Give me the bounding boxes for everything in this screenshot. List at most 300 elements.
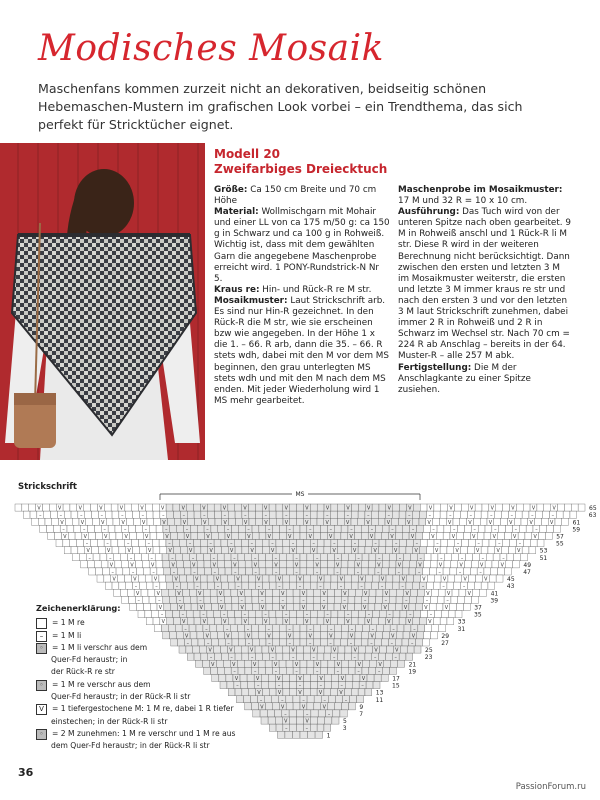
chart-symbol: – [440,556,443,562]
chart-cell [334,596,341,603]
legend-item-knit-twisted: ◦ = 1 M re verschr aus dem [36,679,236,691]
chart-symbol: – [209,655,213,661]
chart-cell [156,525,163,532]
chart-symbol: V [257,691,261,697]
chart-cell [482,540,489,547]
purl-symbol-icon: – [36,631,47,642]
chart-symbol: V [401,577,405,583]
chart-cell [46,525,53,532]
chart-cell [317,518,324,525]
chart-symbol: V [325,620,329,626]
chart-cell [393,504,400,511]
chart-cell [321,554,328,561]
chart-cell [437,525,444,532]
chart-cell [289,710,296,717]
chart-symbol: – [415,542,419,548]
chart-cell [399,518,406,525]
chart-cell [311,717,318,724]
chart-cell [286,554,293,561]
chart-cell [94,561,101,568]
chart-cell [74,525,81,532]
chart-cell [183,561,190,568]
chart-cell [160,547,167,554]
chart-cell [327,561,334,568]
chart-cell [105,511,112,518]
chart-cell [187,582,194,589]
chart-cell [122,561,129,568]
chart-cell [198,568,205,575]
row-number: 19 [408,668,417,676]
chart-symbol: – [309,627,312,633]
chart-cell [300,525,307,532]
chart-symbol: – [481,556,484,562]
chart-cell [245,554,252,561]
chart-cell [521,518,528,525]
chart-symbol: V [240,606,244,611]
chart-cell [256,618,263,625]
chart-cell [310,518,317,525]
chart-cell [488,582,495,589]
chart-cell [243,696,250,703]
chart-cell [332,717,339,724]
chart-symbol: V [451,535,456,540]
chart-cell [153,511,160,518]
chart-cell [286,660,293,667]
chart-cell [197,554,204,561]
mosaic-pattern-paragraph: Mosaikmuster: Laut Strickschrift arb. Es sind nur Hin-R gezeichnet. In den Rück-R die M str, wie sie erscheinen bzw wie angegeben. In der Höhe 1 x die 1. – 66. R arb, dann die 35. – 66. R stets wdh, dabei mit den M vor dem MS beginnen, den grau unterlegten MS stets wdh und mit den M nach dem MS enden. Mit jeder Wiederholung wird 1 MS mehr gearbeitet. [214,295,389,406]
chart-cell [89,532,96,539]
chart-cell [400,646,407,653]
chart-cell [414,611,421,618]
chart-cell [235,689,242,696]
chart-symbol: V [332,648,337,654]
chart-cell [485,561,492,568]
chart-symbol: V [188,549,193,555]
chart-symbol: V [57,506,62,512]
chart-cell [63,540,70,547]
chart-cell [290,689,297,696]
chart-cell [423,561,430,568]
chart-cell [351,518,358,525]
chart-cell [211,532,218,539]
chart-symbol: – [298,684,302,690]
chart-cell [372,611,379,618]
chart-cell [51,511,58,518]
chart-cell [49,504,56,511]
chart-cell [340,710,347,717]
chart-symbol: V [397,563,402,569]
chart-cell [193,540,200,547]
chart-symbol: – [257,584,261,590]
chart-symbol: – [316,669,319,675]
chart-cell [29,504,36,511]
chart-cell [439,518,446,525]
chart-cell [555,518,562,525]
chart-symbol: V [467,591,471,597]
chart-cell [15,504,22,511]
chart-cell [221,540,228,547]
chart-cell [362,525,369,532]
chart-symbol: – [160,613,164,619]
chart-cell [53,525,60,532]
chart-cell [334,639,341,646]
chart-cell [297,618,304,625]
chart-cell [480,589,487,596]
chart-symbol: – [361,684,364,690]
chart-cell [516,504,523,511]
chart-cell [177,525,184,532]
chart-symbol: – [336,669,340,675]
chart-cell [190,525,197,532]
chart-symbol: V [267,634,271,640]
chart-symbol: V [63,535,67,540]
chart-cell [352,504,359,511]
chart-cell [331,518,338,525]
chart-symbol: V [418,563,422,569]
chart-cell [176,554,183,561]
chart-cell [290,682,297,689]
chart-cell [403,561,410,568]
chart-symbol: V [209,549,213,555]
chart-cell [245,703,252,710]
chart-cell [296,717,303,724]
chart-cell [262,582,269,589]
chart-cell [362,632,369,639]
chart-cell [481,582,488,589]
chart-cell [417,596,424,603]
chart-cell [434,504,441,511]
chart-cell [238,525,245,532]
chart-cell [280,568,287,575]
chart-cell [111,504,118,511]
chart-symbol: – [288,627,291,633]
chart-cell [338,646,345,653]
row-number: 11 [375,696,384,704]
chart-symbol: – [178,598,182,604]
chart-cell [373,682,380,689]
chart-symbol: V [472,535,476,540]
row-number: 47 [523,569,531,576]
chart-symbol: – [384,598,387,604]
chart-cell [307,568,314,575]
chart-cell [543,511,550,518]
chart-cell [507,554,514,561]
chart-symbol: V [162,520,166,526]
chart-cell [252,596,259,603]
chart-symbol: – [230,655,233,661]
chart-symbol: V [343,591,347,597]
row-number: 5 [343,718,347,726]
chart-cell [64,547,71,554]
chart-symbol: V [431,535,435,540]
chart-symbol: V [322,591,326,597]
chart-symbol: – [302,698,305,704]
chart-symbol: V [353,549,357,555]
chart-symbol: V [119,506,124,512]
chart-symbol: – [109,556,112,562]
chart-cell [422,639,429,646]
chart-cell [71,547,78,554]
chart-cell [210,589,217,596]
chart-cell [279,561,286,568]
chart-cell [341,554,348,561]
chart-symbol: V [387,506,391,512]
chart-cell [242,547,249,554]
chart-cell [335,696,342,703]
chart-symbol: V [315,662,320,668]
chart-cell [506,525,513,532]
chart-symbol: V [301,591,306,597]
chart-cell [331,575,338,582]
chart-symbol: – [246,627,250,633]
chart-cell [537,540,544,547]
chart-cell [218,532,225,539]
chart-cell [457,603,464,610]
chart-cell [441,540,448,547]
chart-symbol: – [418,570,421,576]
chart-cell [481,511,488,518]
chart-cell [369,554,376,561]
chart-cell [225,568,232,575]
chart-symbol: – [514,527,518,533]
chart-cell [207,575,214,582]
chart-cell [379,618,386,625]
chart-cell [413,582,420,589]
chart-symbol: V [192,563,196,569]
chart-cell [303,653,310,660]
chart-cell [293,625,300,632]
chart-symbol: V [427,520,431,526]
chart-symbol: V [277,577,282,583]
chart-symbol: – [401,584,404,590]
chart-cell [433,618,440,625]
chart-symbol: V [144,535,149,540]
chart-symbol: V [301,606,306,611]
chart-cell [293,703,300,710]
chart-cell [375,525,382,532]
ms-label: MS [295,491,305,498]
chart-cell [307,696,314,703]
chart-cell [314,639,321,646]
chart-symbol: V [380,577,385,583]
legend-item-knit: = 1 M re [36,617,236,629]
chart-cell [81,561,88,568]
chart-symbol: V [325,506,330,512]
chart-cell [498,568,505,575]
chart-cell [146,582,153,589]
chart-symbol: – [479,570,482,576]
chart-cell [231,525,238,532]
chart-symbol: – [268,641,271,647]
chart-cell [420,618,427,625]
chart-symbol: – [267,527,271,533]
chart-cell [286,696,293,703]
chart-symbol: V [135,591,140,597]
chart-cell [68,532,75,539]
chart-cell [396,632,403,639]
chart-cell [38,518,45,525]
chart-cell [399,511,406,518]
chart-title: Strickschrift [18,482,77,492]
chart-symbol: – [347,613,350,619]
chart-symbol: – [551,513,555,519]
chart-symbol: – [377,570,380,576]
chart-cell [92,511,99,518]
chart-cell [221,582,228,589]
chart-cell [440,547,447,554]
chart-symbol: – [59,513,62,519]
row-number: 33 [457,618,466,626]
chart-symbol: V [426,591,430,597]
chart-cell [138,575,145,582]
chart-symbol: – [392,627,395,633]
chart-cell [341,532,348,539]
chart-cell [324,682,331,689]
chart-symbol: V [233,563,237,569]
chart-cell [391,660,398,667]
chart-symbol: – [185,527,189,533]
chart-cell [163,561,170,568]
chart-symbol: – [367,613,371,619]
chart-symbol: – [240,598,243,604]
chart-cell [303,646,310,653]
chart-cell [355,625,362,632]
chart-symbol: – [253,556,257,562]
chart-cell [393,575,400,582]
chart-symbol: V [422,577,426,583]
chart-cell [156,561,163,568]
chart-cell [116,568,123,575]
chart-cell [447,582,454,589]
chart-cell [292,731,300,738]
chart-cell [452,554,459,561]
chart-symbol: – [380,584,384,590]
chart-cell [237,660,244,667]
chart-symbol: V [349,634,354,640]
chart-cell [348,703,355,710]
chart-cell [433,582,440,589]
chart-symbol: – [390,641,394,647]
chart-cell [106,518,113,525]
chart-cell [115,525,122,532]
chart-cell [317,611,324,618]
chart-cell [211,525,218,532]
row-number: 61 [572,519,581,527]
chart-symbol: V [232,662,236,668]
chart-cell [244,660,251,667]
chart-cell [450,603,457,610]
chart-cell [173,540,180,547]
chart-symbol: V [549,520,554,526]
chart-symbol: V [390,535,394,540]
chart-cell [197,525,204,532]
chart-cell [353,674,360,681]
chart-cell [494,518,501,525]
chart-symbol: V [322,705,326,711]
chart-cell [501,518,508,525]
chart-cell [518,532,525,539]
chart-cell [355,532,362,539]
chart-cell [218,568,225,575]
chart-cell [269,582,276,589]
chart-cell [365,582,372,589]
chart-cell [307,596,314,603]
chart-symbol: V [130,563,134,569]
chart-symbol: V [346,506,350,512]
chart-cell [358,518,365,525]
chart-symbol: V [484,577,488,583]
chart-cell [410,596,417,603]
chart-cell [359,646,366,653]
chart-cell [324,689,331,696]
chart-cell [406,582,413,589]
chart-symbol: V [112,577,116,583]
chart-cell [420,504,427,511]
chart-cell [379,611,386,618]
chart-symbol: – [236,684,239,690]
chart-cell [321,632,328,639]
chart-cell [255,646,262,653]
chart-cell [545,532,552,539]
chart-cell [272,589,279,596]
chart-cell [314,596,321,603]
chart-symbol: – [357,556,360,562]
chart-cell [236,696,243,703]
chart-cell [166,575,173,582]
chart-cell [177,561,184,568]
chart-cell [127,589,134,596]
chart-cell [417,632,424,639]
chart-symbol: V [80,520,85,526]
chart-cell [201,547,208,554]
chart-cell [461,547,468,554]
chart-cell [407,540,414,547]
chart-symbol: – [281,598,285,604]
chart-cell [245,596,252,603]
chart-cell [273,532,280,539]
chart-symbol: V [78,506,82,512]
chart-symbol: – [274,570,278,576]
chart-symbol: V [203,520,207,526]
chart-cell [489,575,496,582]
chart-cell [149,525,156,532]
chart-cell [44,511,51,518]
chart-symbol: V [318,577,323,583]
chart-cell [310,724,317,731]
chart-cell [290,618,297,625]
size-paragraph: Größe: Ca 150 cm Breite und 70 cm Höhe [214,185,377,207]
v-symbol-icon: V [36,704,47,715]
chart-cell [403,525,410,532]
chart-cell [379,540,386,547]
chart-cell [208,582,215,589]
chart-symbol: – [181,613,185,619]
chart-cell [519,525,526,532]
row-number: 3 [342,725,347,733]
chart-symbol: – [409,613,412,619]
chart-cell [348,568,355,575]
chart-cell [431,632,438,639]
instructions-column-1 [214,185,390,407]
chart-cell [458,525,465,532]
chart-symbol: – [264,613,267,619]
chart-cell [335,589,342,596]
chart-symbol: – [291,655,295,661]
chart-symbol: V [277,691,282,697]
chart-cell [521,554,528,561]
chart-symbol: – [202,613,205,619]
chart-cell [125,575,132,582]
